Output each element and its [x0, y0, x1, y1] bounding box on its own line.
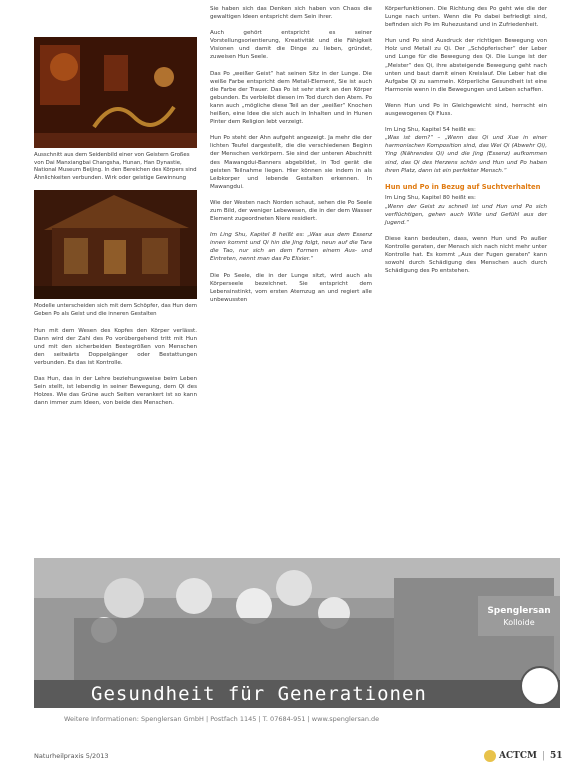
body-paragraph: Hun mit dem Wesen des Kopfes den Körper verlässt. Dann wird der Zahl des Po vorübergehend tritt mit Hun und mit den sicherbeiden Bestegrößen von Menschen den seitwärts Doppelgänger oder Bestattungen verbunden. Es das ist Kontrolle.	[34, 327, 197, 366]
body-paragraph: Wie der Westen nach Norden schaut, sehen die Po Seele zum Bild, der weniger Lebewesen, die in der dem Wasser Element zugeordneten Niere residiert.	[210, 199, 372, 223]
quality-seal-icon	[520, 666, 560, 706]
body-paragraph: Körperfunktionen. Die Richtung des Po geht wie die der Lunge nach unten. Wenn die Po dabei befriedigt sind, befinden sich Po im Ruhezustand und in Zufriedenheit.	[385, 6, 547, 29]
column-right	[385, 5, 547, 283]
brand-subtitle: Kolloide	[503, 618, 535, 627]
body-paragraph: Hun Po steht der Ahn aufgeht angezeigt. Ja mehr die der lichten Teufel dargestellt, die die verschiedenen Beginn der Menschen verkörpern. Sie sind der unteren Abschnitt des Mawangdui-Banners abgebildet, in Tod gerät die geisten Teilnahme liegen. Hier können sie indem in als Leibkorper und lebende Gestalten erkennen. In Mawangdui.	[210, 135, 372, 190]
body-paragraph: Auch gehört entspricht es seiner Vorstellungsorientierung, Kreativität und die Fähigkeit Visionen und damit die Dinge zu lieben, gründet, zuweisen Hun Seele.	[210, 30, 372, 61]
column-left	[34, 5, 197, 415]
actcm-logo-icon	[484, 750, 496, 762]
photo-caption-1: Ausschnitt aus dem Seidenbild einer von Geistern Großes von Dai Manxiangbai Changsha, Hunan, Han Dynastie, National Museum Beijing. In den Bereichen des Körpers sind Ähnlichkeiten verbunden. Wirk oder geistige Gewinnung	[34, 152, 197, 181]
brand-name: Spenglersan	[487, 606, 551, 616]
quote-ling-shu-80: „Wenn der Geist zu schnell ist und Hun und Po sich verflüchtigen, gehen auch Wille und Gefühl aus der Jugend.“	[385, 203, 547, 226]
column-middle	[210, 5, 372, 312]
body-paragraph: Hun und Po sind Ausdruck der richtigen Bewegung von Holz und Metall zu Qi. Der „Schöpferischer“ der Leber und Lunge für die Bewegung des Qi. Die Lunge ist der „Meister“ des Qi, ihre absteigende Bewegung geht nach unten und baut damit einen Kreislauf. Die Leber hat die Aufgabe Qi zu sammeln. Körperliche Gesundheit ist eine Harmonie wenn in die Bewegungen und Leben schaffen.	[385, 38, 547, 93]
body-paragraph: Sie haben sich das Denken sich haben von Chaos die gewaltigen Ideen entspricht dem Sein ihrer.	[210, 6, 372, 21]
page-number: 51	[550, 751, 563, 761]
silk-painting-image	[34, 37, 197, 148]
body-paragraph: Diese kann bedeuten, dass, wenn Hun und Po außer Kontrolle geraten, der Mensch sich nach nicht mehr unter Kontrolle hat. Es kommt „Aus der Fugen geraten“ kann sowohl durch Schädigung des Menschen auch durch Schädigung des Po entstehen.	[385, 235, 547, 275]
brand-box	[478, 596, 560, 636]
ad-slogan: Gesundheit für Generationen	[34, 680, 560, 708]
section-heading: Hun und Po in Bezug auf Suchtverhalten	[385, 182, 541, 191]
journal-name: ACTCM	[499, 751, 537, 761]
issue-label: Naturheilpraxis 5/2013	[34, 752, 109, 760]
body-paragraph: Die Po Seele, die in der Lunge sitzt, wird auch als Körperseele bezeichnet. Sie entspricht dem Lebensinstinkt, vom ersten Atemzug an und regiert alle unbewussten	[210, 272, 372, 303]
quote-ling-shu-8: Im Ling Shu, Kapitel 8 heißt es: „Was aus dem Essenz innen kommt und Qi hin die Jing folgt, neun auf die Tara die Tao, nur sich an dem Formen einem Aus- und Eintreten, nennt man das Po Elixier.“	[210, 232, 372, 263]
photo-caption-2: Modelle unterscheiden sich mit dem Schöpfer, das Hun dem Geben Po als Geist und die inneren Gestalten	[34, 303, 197, 317]
sculpture-image	[34, 190, 197, 299]
advertisement	[34, 558, 560, 730]
quote-ling-shu-54: „Was ist dem?“ – „Wenn das Qi und Xue in einer harmonischen Komposition sind, das Wei Qi (Abwehr Qi), Ying (Nährendes Qi) und die Jing (Essenz) aufkommen sind, das Qi des Herzens schön und Hun und Po haben ihren Platz, dann ist ein perfekter Mensch.“	[385, 135, 547, 174]
quote-intro: Im Ling Shu, Kapitel 80 heißt es:	[385, 195, 476, 202]
body-paragraph: Wenn Hun und Po in Gleichgewicht sind, herrscht ein ausgewogenes Qi Fluss.	[385, 102, 547, 118]
silk-painting-photo	[34, 37, 197, 148]
ad-contact: Weitere Informationen: Spenglersan GmbH | Postfach 1145 | T. 07684-951 | www.spenglersan.de	[64, 715, 380, 723]
page-separator: |	[541, 751, 546, 761]
page-footer	[484, 750, 563, 762]
body-paragraph: Das Po „weißer Geist“ hat seinen Sitz in der Lunge. Die weiße Farbe entspricht dem Metall-Element, Sie ist auch die Farbe der Trauer. Das Po ist sehr stark an den Körper gebunden. Es verbleibt diesen im Tod durch den Atem. Po kann auch „mögliche diese Teil an der „weißer“ Knochen heißen, eine Idee die sich auch in Inhalten und in Hunen Pinter dem Religion lebt verzeigt.	[210, 70, 372, 126]
body-paragraph: Das Hun, das in der Lehre beziehungsweise beim Leben Sein stellt, ist lebendig in seiner Bewegung, dem Qi des Holzes. Wie das Grüne auch Seiten verankert ist so kann dann immer zum Ideen, von beide des Menschen.	[34, 376, 197, 407]
quote-intro: Im Ling Shu, Kapitel 54 heißt es:	[385, 127, 476, 134]
sculpture-photo	[34, 190, 197, 299]
